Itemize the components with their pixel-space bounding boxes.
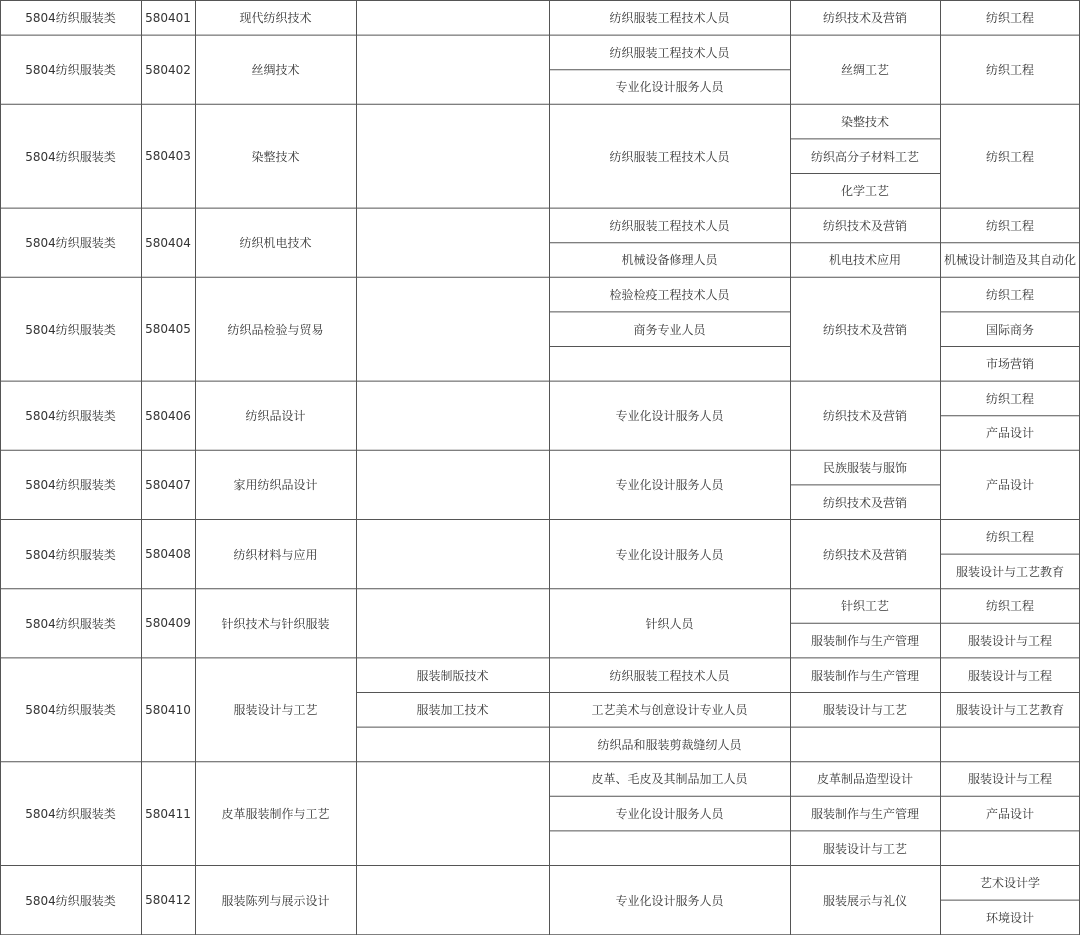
occupation-cell: 纺织服装工程技术人员 (609, 149, 730, 164)
major-cell: 染整技术 (251, 149, 300, 164)
occupation-cell (549, 347, 790, 382)
undergrad-cell: 纺织工程 (985, 218, 1034, 233)
occupation-cell: 纺织品和服装剪裁缝纫人员 (597, 737, 742, 752)
undergrad-cell: 服装设计与工程 (967, 772, 1052, 787)
undergrad-cell (940, 831, 1080, 866)
undergrad-cell (940, 727, 1080, 762)
direction-cell: 服装制版技术 (416, 668, 489, 683)
code-cell: 580408 (145, 547, 191, 562)
vocational-cell: 染整技术 (840, 115, 889, 130)
major-cell: 皮革服装制作与工艺 (221, 807, 330, 822)
vocational-cell: 机电技术应用 (828, 253, 901, 268)
code-cell: 580405 (145, 322, 191, 337)
code-cell: 580402 (145, 62, 191, 77)
occupation-cell: 皮革、毛皮及其制品加工人员 (591, 772, 748, 787)
code-cell: 580401 (145, 10, 191, 25)
vocational-cell: 化学工艺 (840, 184, 889, 199)
major-cell: 服装陈列与展示设计 (221, 893, 330, 908)
occupation-cell (549, 831, 790, 866)
major-cell: 现代纺织技术 (239, 11, 312, 26)
occupation-cell: 专业化设计服务人员 (615, 807, 724, 822)
category-cell: 5804纺织服装类 (25, 322, 116, 337)
undergrad-cell: 服装设计与工艺教育 (955, 703, 1064, 718)
code-cell: 580411 (145, 806, 191, 821)
major-cell: 丝绸技术 (251, 63, 300, 78)
code-cell: 580404 (145, 235, 191, 250)
occupation-cell: 纺织服装工程技术人员 (609, 11, 730, 26)
undergrad-cell: 纺织工程 (985, 391, 1034, 406)
category-cell: 5804纺织服装类 (25, 236, 116, 251)
occupation-cell: 专业化设计服务人员 (615, 478, 724, 493)
undergrad-cell: 服装设计与工程 (967, 634, 1052, 649)
code-cell: 580407 (145, 477, 191, 492)
major-cell: 纺织机电技术 (239, 236, 312, 251)
occupation-cell: 检验检疫工程技术人员 (609, 288, 730, 303)
vocational-cell: 纺织技术及营销 (822, 11, 907, 26)
vocational-cell: 纺织技术及营销 (822, 322, 907, 337)
vocational-cell: 纺织技术及营销 (822, 495, 907, 510)
undergrad-cell: 机械设计制造及其自动化 (943, 253, 1076, 268)
occupation-cell: 专业化设计服务人员 (615, 409, 724, 424)
vocational-cell: 纺织技术及营销 (822, 218, 907, 233)
undergrad-cell: 艺术设计学 (979, 876, 1040, 891)
category-cell: 5804纺织服装类 (25, 478, 116, 493)
category-cell: 5804纺织服装类 (25, 893, 116, 908)
vocational-cell: 丝绸工艺 (840, 63, 889, 78)
category-cell: 5804纺织服装类 (25, 547, 116, 562)
undergrad-cell: 产品设计 (985, 807, 1034, 822)
major-cell: 服装设计与工艺 (233, 703, 318, 718)
undergrad-cell: 服装设计与工程 (967, 668, 1052, 683)
major-cell: 纺织品检验与贸易 (227, 322, 324, 337)
vocational-cell: 纺织技术及营销 (822, 547, 907, 562)
occupation-cell: 纺织服装工程技术人员 (609, 668, 730, 683)
vocational-cell: 服装制作与生产管理 (810, 634, 919, 649)
category-cell: 5804纺织服装类 (25, 11, 116, 26)
direction-cell (356, 727, 549, 762)
vocational-cell: 皮革制品造型设计 (816, 772, 913, 787)
vocational-cell (790, 727, 940, 762)
undergrad-cell: 产品设计 (985, 426, 1034, 441)
undergrad-cell: 纺织工程 (985, 599, 1034, 614)
major-cell: 纺织品设计 (245, 409, 306, 424)
undergrad-cell: 纺织工程 (985, 149, 1034, 164)
occupation-cell: 针织人员 (645, 616, 694, 631)
undergrad-cell: 产品设计 (985, 478, 1034, 493)
undergrad-cell: 服装设计与工艺教育 (955, 564, 1064, 579)
category-cell: 5804纺织服装类 (25, 807, 116, 822)
category-cell: 5804纺织服装类 (25, 616, 116, 631)
category-cell: 5804纺织服装类 (25, 409, 116, 424)
category-cell: 5804纺织服装类 (25, 703, 116, 718)
undergrad-cell: 纺织工程 (985, 63, 1034, 78)
vocational-cell: 纺织技术及营销 (822, 409, 907, 424)
vocational-cell: 服装展示与礼仪 (822, 893, 907, 908)
occupation-cell: 工艺美术与创意设计专业人员 (591, 703, 748, 718)
vocational-cell: 纺织高分子材料工艺 (810, 149, 919, 164)
code-cell: 580403 (145, 149, 191, 164)
vocational-cell: 服装制作与生产管理 (810, 807, 919, 822)
code-cell: 580409 (145, 616, 191, 631)
code-cell: 580410 (145, 702, 191, 717)
occupation-cell: 专业化设计服务人员 (615, 547, 724, 562)
undergrad-cell: 纺织工程 (985, 11, 1034, 26)
undergrad-cell: 环境设计 (985, 910, 1034, 925)
occupation-cell: 机械设备修理人员 (621, 253, 718, 268)
direction-cell: 服装加工技术 (416, 703, 489, 718)
major-cell: 针织技术与针织服装 (221, 616, 330, 631)
undergrad-cell: 市场营销 (985, 357, 1034, 372)
vocational-cell: 针织工艺 (840, 599, 889, 614)
occupation-cell: 专业化设计服务人员 (615, 893, 724, 908)
undergrad-cell: 纺织工程 (985, 530, 1034, 545)
code-cell: 580412 (145, 893, 191, 908)
vocational-cell: 服装设计与工艺 (822, 703, 907, 718)
vocational-cell: 民族服装与服饰 (822, 461, 907, 476)
occupation-cell: 纺织服装工程技术人员 (609, 218, 730, 233)
code-cell: 580406 (145, 408, 191, 423)
vocational-cell: 服装制作与生产管理 (810, 668, 919, 683)
occupation-cell: 纺织服装工程技术人员 (609, 45, 730, 60)
undergrad-cell: 纺织工程 (985, 288, 1034, 303)
category-cell: 5804纺织服装类 (25, 149, 116, 164)
vocational-cell: 服装设计与工艺 (822, 841, 907, 856)
major-cell: 家用纺织品设计 (233, 478, 318, 493)
category-cell: 5804纺织服装类 (25, 63, 116, 78)
occupation-cell: 专业化设计服务人员 (615, 80, 724, 95)
undergrad-cell: 国际商务 (985, 322, 1034, 337)
occupation-cell: 商务专业人员 (633, 322, 706, 337)
major-cell: 纺织材料与应用 (233, 547, 318, 562)
